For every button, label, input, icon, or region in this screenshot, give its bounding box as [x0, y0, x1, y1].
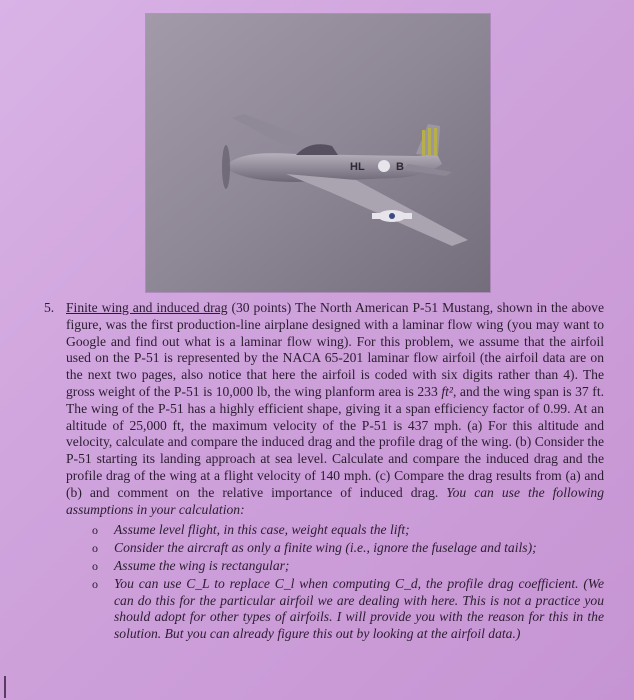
edge-mark	[4, 676, 6, 698]
bullet-icon: o	[92, 523, 98, 538]
problem-5	[44, 300, 604, 644]
bullet-icon: o	[92, 558, 98, 573]
problem-text-2: , and the wing span is 37 ft. The wing of the P-51 has a highly efficient shape, giving it a span efficiency factor of 0.99. At an altitude of 25,000 ft, the maximum velocity of the P-51 is 437 mph. (a) For this altitude and velocity, calculate and compare the induced drag and the profile drag of the wing. (b) Consider the P-51 starting its landing approach at sea level. Calculate and compare the induced drag and the profile drag of the wing at a flight velocity of 140 mph. (c) Compare the drag results from (a) and (b) and comment on the relative importance of induced drag.	[66, 383, 604, 500]
propeller	[222, 145, 230, 189]
area-unit: ft²	[441, 383, 453, 399]
list-item: o You can use C_L to replace C_l when computing C_d, the profile drag coefficient. (We can do this for the particular airfoil we are dealing with here. This is not a practice you should adopt for other types of airfoils. I will provide you with the reason for this in the solution. But you can already figure this out by looking at the airfoil data.)	[92, 575, 604, 642]
assumption-list	[44, 522, 604, 643]
bullet-icon: o	[92, 576, 98, 591]
fuselage-code: HL	[350, 161, 365, 173]
bullet-icon: o	[92, 541, 98, 556]
tail-stripes	[422, 128, 437, 156]
problem-title: Finite wing and induced drag	[66, 300, 228, 315]
problem-text-1: The North American P-51 Mustang, shown in the above figure, was the first production-line airplane designed with a laminar flow wing (you may want to Google and find out what is a laminar flow wing). For this problem, we assume that the airfoil used on the P-51 is represented by the NACA 65-201 laminar flow airfoil (the airfoil data are on the next two pages, also notice that here the airfoil is coded with six digits rather than 4). The gross weight of the P-51 is 10,000 lb, the wing planform area is 233	[66, 300, 604, 399]
list-item: o Assume the wing is rectangular;	[92, 557, 290, 573]
tail-letter: B	[396, 161, 404, 173]
list-item: o Assume level flight, in this case, weight equals the lift;	[92, 522, 410, 538]
p51-mustang-illustration	[146, 14, 490, 292]
assumption-intro: You can use the following assumptions in your calculation:	[66, 484, 605, 517]
problem-number: 5.	[44, 300, 55, 315]
problem-points: (30 points)	[231, 300, 292, 315]
problem-body	[66, 300, 604, 518]
airplane-photo	[146, 14, 490, 292]
fuselage-star-insignia	[378, 160, 390, 172]
list-item: o Consider the aircraft as only a finite wing (i.e., ignore the fuselage and tails);	[92, 540, 537, 556]
